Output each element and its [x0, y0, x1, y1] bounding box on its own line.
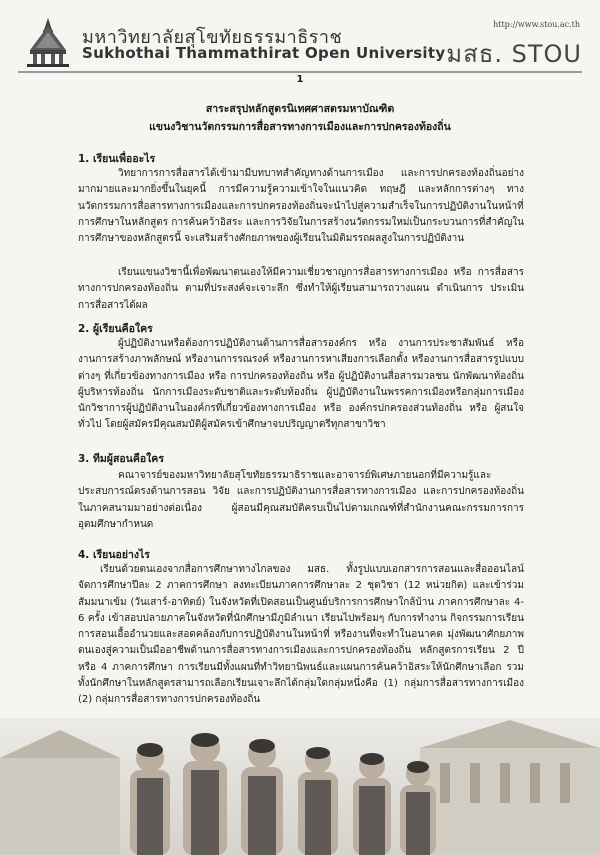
section-heading-4: 4. เรียนอย่างไร: [78, 549, 150, 561]
section-3-paragraph-1: คณาจารย์ของมหาวิทยาลัยสุโขทัยธรรมาธิราชและอาจารย์พิเศษภายนอกที่มีความรู้และประสบการณ์ตรงด้านการสอน วิจัย และการปฏิบัติงานการสื่อสารทางการเมือง และการปกครองท้องถิ่นในภาคสนามมาอย่างต่อเนื่อง ผู้สอนมีคุณสมบัติครบเป็นไปตามเกณฑ์ที่สำนักงานคณะกรรมการการอุดมศึกษากำหนด: [78, 470, 524, 530]
university-name-english: Sukhothai Thammathirat Open University: [82, 44, 446, 62]
university-name-thai: มหาวิทยาลัยสุโขทัยธรรมาธิราช: [82, 27, 343, 48]
section-1-paragraph-2: เรียนแขนงวิชานี้เพื่อพัฒนาตนเองให้มีความเชี่ยวชาญการสื่อสารทางการเมือง หรือ การสื่อสารทางการปกครองท้องถิ่น ตามที่ประสงค์จะเจาะลึก ซึ่งทำให้ผู้เรียนสามารถวางแผน ดำเนินการ ประเมินการสื่อสารได้ผล: [78, 267, 524, 311]
website-url: http://www.stou.ac.th: [493, 20, 580, 29]
section-heading-2: 2. ผู้เรียนคือใคร: [78, 323, 153, 335]
section-4-paragraph-1: เรียนด้วยตนเองจากสื่อการศึกษาทางไกลของ มสธ. ทั้งรูปแบบเอกสารการสอนและสื่อออนไลน์ จัดการศึกษาปีละ 2 ภาคการศึกษา ลงทะเบียนภาคการศึกษาละ 2 ชุดวิชา (12 หน่วยกิต) และเข้าร่วมสัมมนาเข้ม (วันเสาร์-อาทิตย์) ในจังหวัดที่เปิดสอนเป็นศูนย์บริการการศึกษาใกล้บ้าน ภาคการศึกษาละ 4-6 ครั้ง เข้าสอบปลายภาคในจังหวัดที่นักศึกษามีภูมิลำเนา เรียนไปพร้อมๆ กับการทำงาน กิจกรรมการเรียนการสอนเอื้ออำนวยและสอดคล้องกับการปฏิบัติงานในหน้าที่ หรืองานที่จะทำในอนาคต มุ่งพัฒนาศักยภาพตนเองสู่ความเป็นมืออาชีพด้านการสื่อสารทางการเมืองและการปกครองท้องถิ่น หลักสูตรการเรียน 2 ปี หรือ 4 ภาคการศึกษา การเรียนมีทั้งแผนที่ทำวิทยานิพนธ์และแผนการค้นคว้าอิสระให้นักศึกษาเลือก รวมทั้งนักศึกษาในหลักสูตรสามารถเลือกเรียนเจาะลึกได้กลุ่มใดกลุ่มหนึ่งคือ (1) กลุ่มการสื่อสารทางการเมือง (2) กลุ่มการสื่อสารทางการปกครองท้องถิ่น: [78, 564, 524, 706]
header-divider: [18, 71, 582, 73]
stou-emblem-icon: [22, 16, 74, 68]
document-subtitle: แขนงวิชานวัตกรรมการสื่อสารทางการเมืองและการปกครองท้องถิ่น: [149, 121, 451, 133]
section-2-paragraph-1: ผู้ปฏิบัติงานหรือต้องการปฏิบัติงานด้านการสื่อสารองค์กร หรือ งานการประชาสัมพันธ์ หรือ งานการสร้างภาพลักษณ์ หรืองานการรณรงค์ หรืองานการหาเสียงการเลือกตั้ง หรืองานการสื่อสารรูปแบบต่างๆ ที่เกี่ยวข้องทางการเมือง หรือ การปกครองท้องถิ่น หรือ ผู้ปฏิบัติงานสื่อสารมวลชน นักพัฒนาท้องถิ่น ผู้บริหารท้องถิ่น นักการเมืองระดับชาติและระดับท้องถิ่น ผู้ปฏิบัติงานในพรรคการเมืองหรือกลุ่มการเมือง นักวิชาการผู้ปฏิบัติงานในองค์กรที่เกี่ยวข้องทางการเมือง หรือ องค์กรปกครองส่วนท้องถิ่น หรือ ผู้สนใจทั่วไป โดยผู้สมัครมีคุณสมบัติผู้สมัครเข้าศึกษาจบปริญญาตรีทุกสาขาวิชา: [78, 338, 524, 431]
photo-illustration: [0, 718, 600, 855]
university-abbreviation: มสธ. STOU: [446, 40, 582, 68]
page-number: 1: [296, 74, 304, 85]
document-title: สาระสรุปหลักสูตรนิเทศศาสตรมหาบัณฑิต: [205, 103, 395, 115]
section-heading-3: 3. ทีมผู้สอนคือใคร: [78, 453, 164, 465]
section-1-paragraph-1: วิทยาการการสื่อสารได้เข้ามามีบทบาทสำคัญทางด้านการเมือง และการปกครองท้องถิ่นอย่างมากมายและมากยิ่งขึ้นในยุคนี้ การมีความรู้ความเข้าใจในแนวคิด ทฤษฎี และหลักการต่างๆ ทางนวัตกรรมการสื่อสารทางการเมืองและการปกครองท้องถิ่นจะนำไปสู่ความสำเร็จในการปฏิบัติงานในหน้าที่ การศึกษาในหลักสูตร การค้นคว้าอิสระ และการวิจัยในการสร้างนวัตกรรมใหม่เป็นกระบวนการที่สำคัญในการศึกษาของหลักสูตรนี้ จะเสริมสร้างศักยภาพของผู้เรียนในมิติมรรถผลสูงในการปฏิบัติงาน: [78, 168, 524, 245]
graduates-in-gowns-photo: [0, 718, 600, 855]
section-heading-1: 1. เรียนเพื่ออะไร: [78, 153, 156, 165]
